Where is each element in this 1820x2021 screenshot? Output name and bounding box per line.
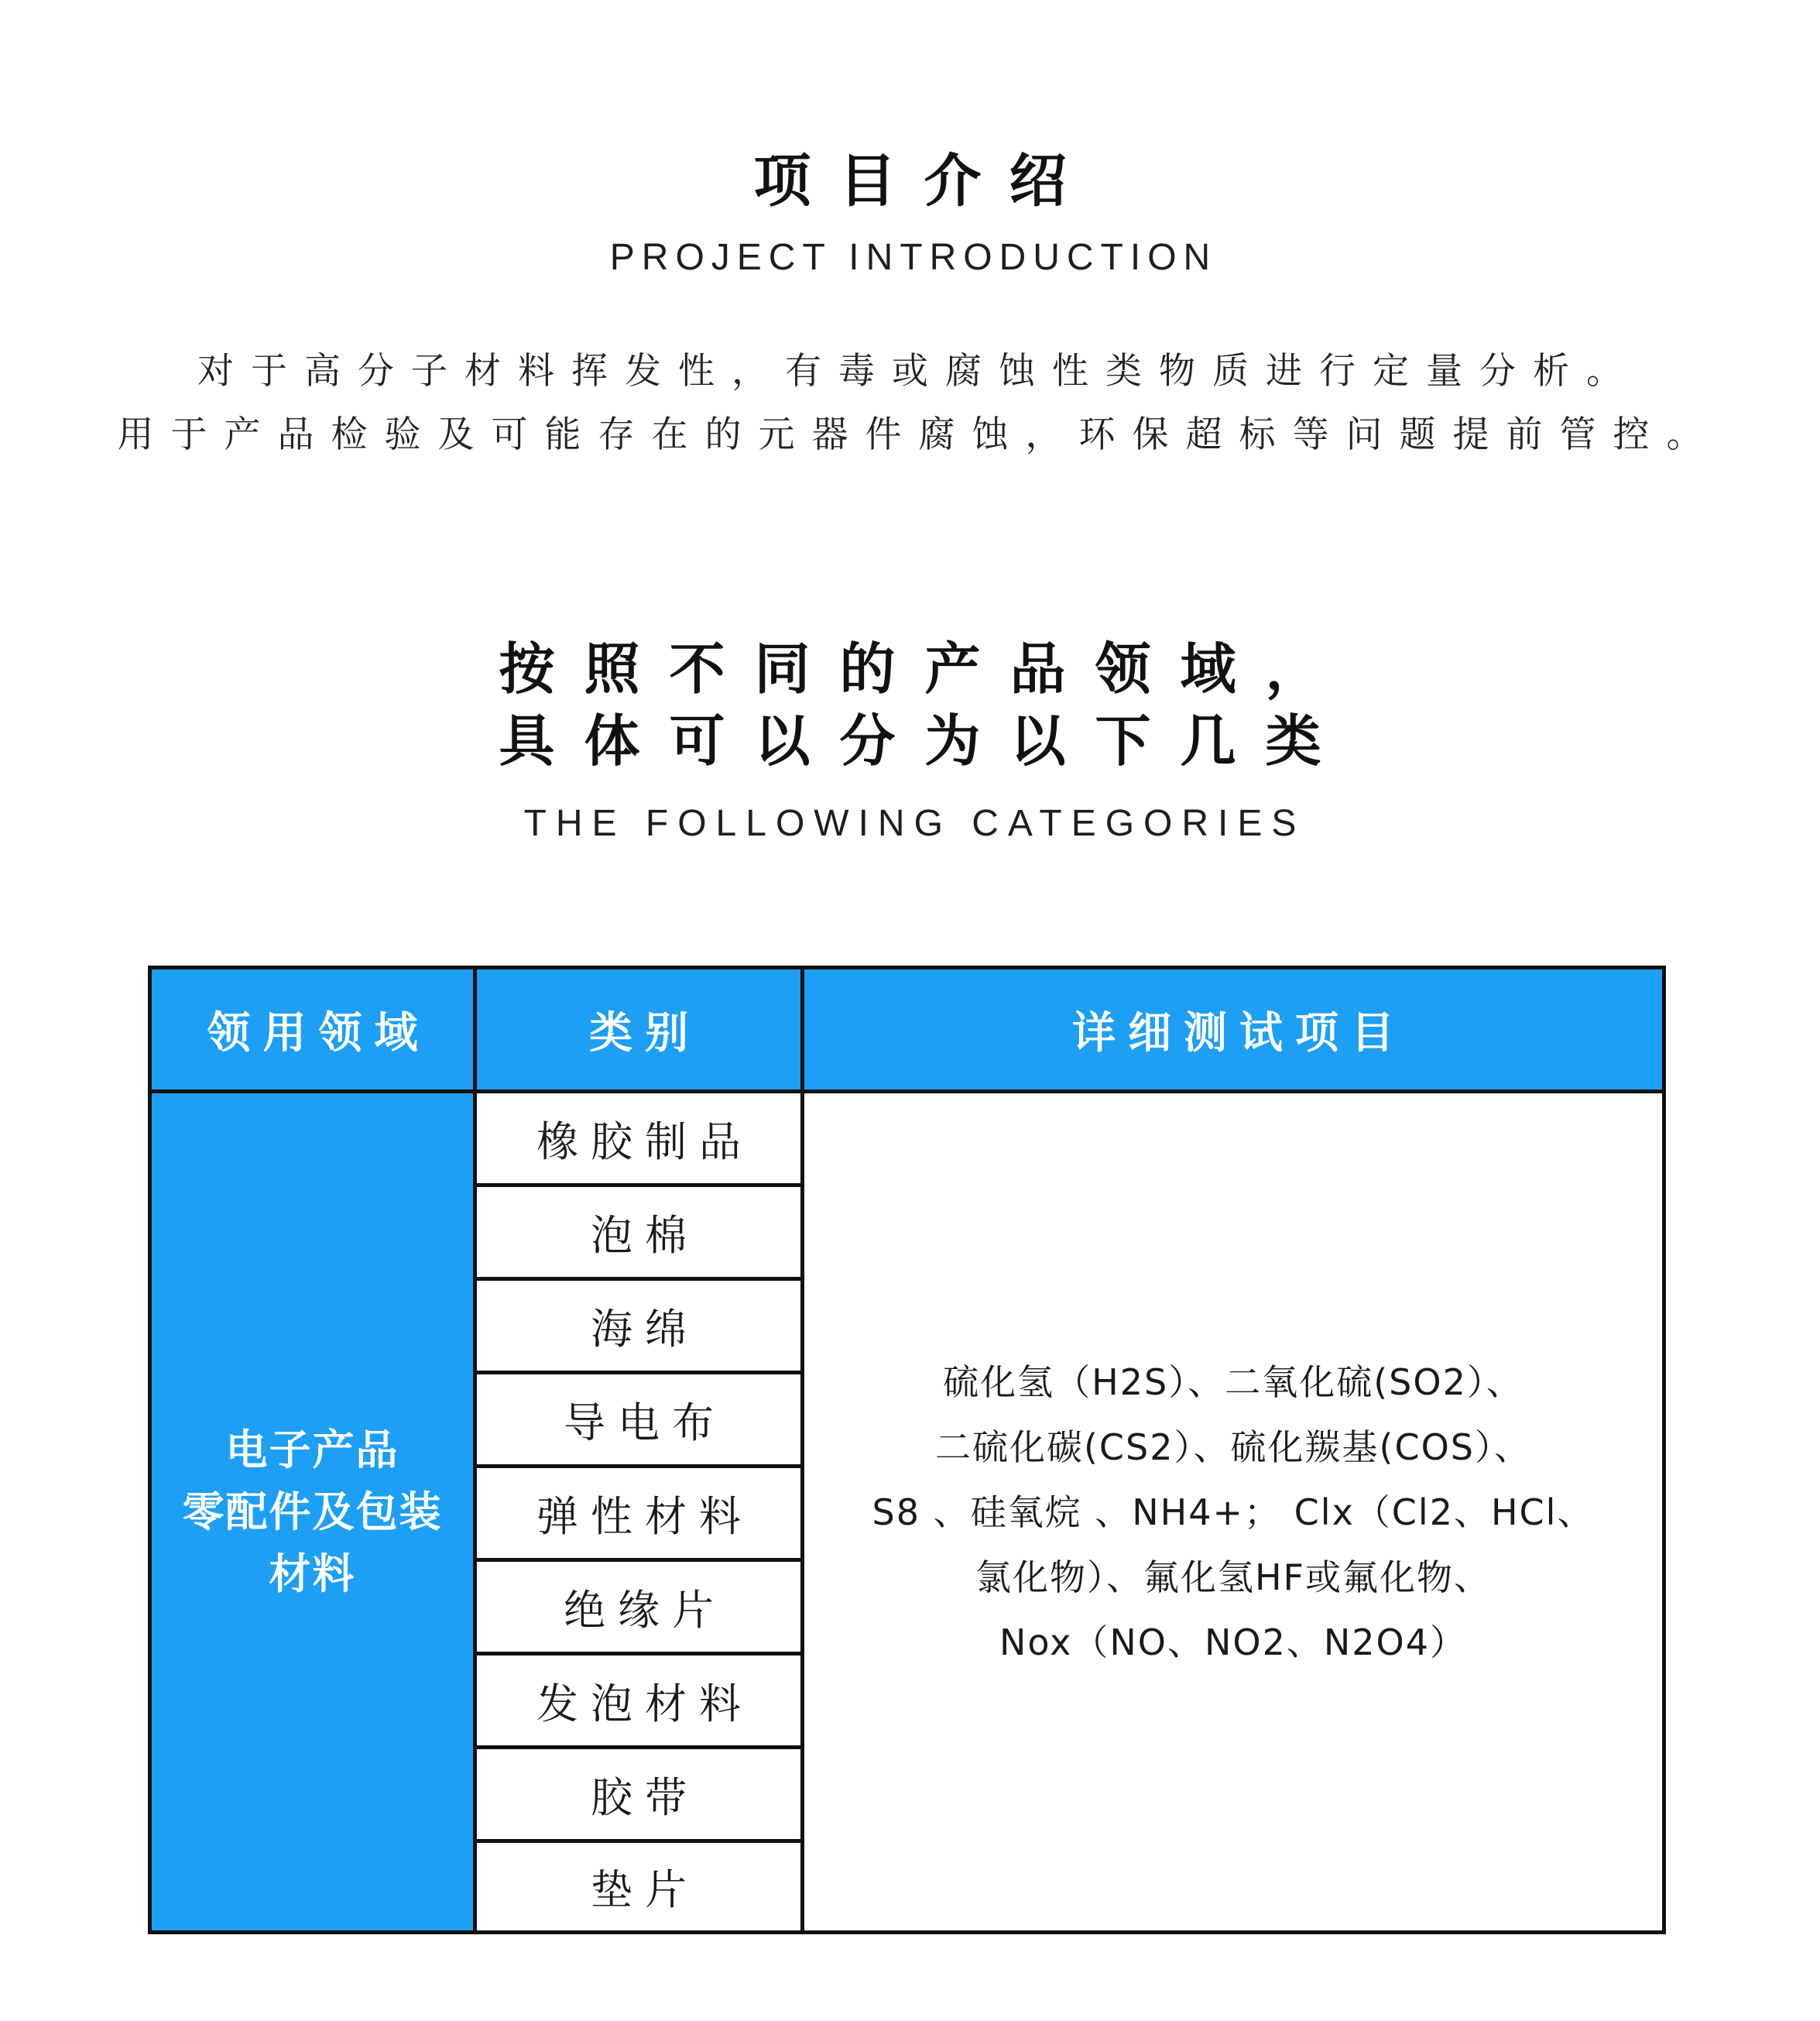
categories-title-line-2: 具体可以分为以下几类 [499,709,1351,774]
table-divider [800,969,804,1930]
domain-line-3: 材料 [269,1549,356,1598]
category-cell: 胶带 [591,1772,699,1822]
detail-cell [804,1093,1662,1930]
intro-title-en: PROJECT INTRODUCTION [609,237,1218,278]
detail-line-3: S8 、硅氧烷 、NH4+； Clx（Cl2、HCl、 [872,1491,1595,1533]
category-cell: 发泡材料 [536,1679,753,1728]
category-cell: 弹性材料 [536,1491,753,1541]
table-divider [473,1745,804,1749]
table-divider [473,1183,804,1187]
intro-title: 项目介绍 [753,148,1095,214]
table-divider [473,1277,804,1281]
table-divider [473,969,477,1930]
intro-paragraph-line-1: 对于高分子材料挥发性，有毒或腐蚀性类物质进行定量分析。 [197,350,1640,393]
detail-line-1: 硫化氢（H2S）、二氧化硫(SO2）、 [943,1360,1524,1403]
table-divider [473,1652,804,1656]
category-cell: 导电布 [564,1398,726,1447]
detail-line-5: Nox（NO、NO2、N2O4） [999,1621,1467,1663]
categories-title-en: THE FOLLOWING CATEGORIES [523,803,1306,844]
category-cell: 垫片 [591,1865,699,1914]
table-divider [473,1558,804,1562]
domain-line-2: 零配件及包装 [182,1487,443,1536]
category-cell: 橡胶制品 [536,1117,753,1166]
table-divider [473,1464,804,1468]
categories-title-line-1: 按照不同的产品领域， [499,636,1351,702]
detail-line-2: 二硫化碳(CS2）、硫化羰基(COS）、 [934,1426,1531,1468]
category-cell: 绝缘片 [564,1585,726,1635]
table-divider [473,1371,804,1374]
table-divider [473,1839,804,1843]
category-cell: 泡棉 [591,1210,699,1260]
table-divider [152,1089,1662,1093]
domain-line-1: 电子产品 [225,1425,399,1474]
header-detail: 详细测试项目 [804,969,1662,1089]
domain-cell [152,1093,473,1930]
test-items-table [148,966,1666,1934]
header-domain: 领用领域 [152,969,473,1089]
category-cell: 海绵 [591,1304,699,1354]
intro-paragraph-line-2: 用于产品检验及可能存在的元器件腐蚀，环保超标等问题提前管控。 [117,413,1720,456]
detail-line-4: 氯化物）、氟化氢HF或氟化物、 [975,1556,1492,1598]
header-category: 类别 [477,969,800,1089]
